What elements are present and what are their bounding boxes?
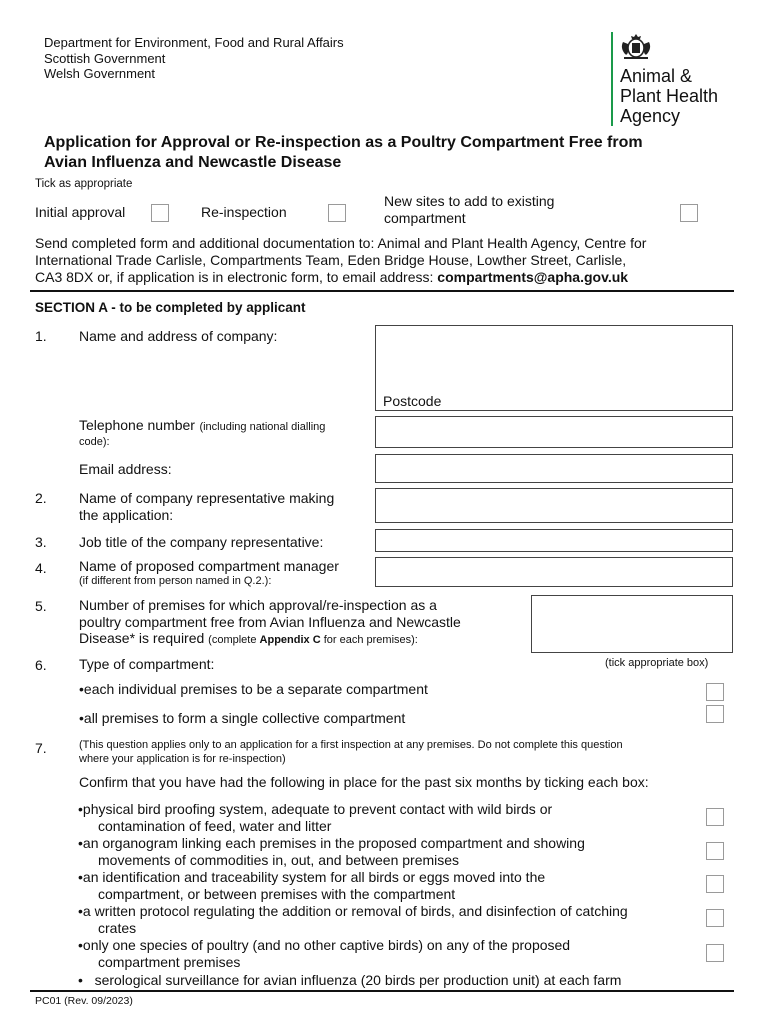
department-welsh: Welsh Government	[44, 66, 156, 81]
agency-name: Animal & Plant Health Agency	[620, 66, 719, 126]
q2-number: 2.	[35, 490, 47, 506]
q6-option-separate: •each individual premises to be a separate compartment	[79, 681, 428, 697]
q7-confirm: Confirm that you have had the following in place for the past six months by ticking each box:	[79, 774, 649, 790]
q7-item-serology: • serological surveillance for avian influenza (20 birds per production unit) at each farm	[78, 972, 622, 988]
email-label: Email address:	[79, 461, 172, 477]
q3-number: 3.	[35, 534, 47, 550]
reinspection-label: Re-inspection	[201, 204, 287, 220]
contact-email[interactable]: compartments@apha.gov.uk	[437, 269, 629, 285]
q4-number: 4.	[35, 560, 47, 576]
q1-label: Name and address of company:	[79, 328, 278, 344]
crest-icon	[619, 32, 653, 62]
protocol-checkbox[interactable]	[706, 909, 724, 927]
new-sites-checkbox[interactable]	[680, 204, 698, 222]
department-list	[44, 35, 344, 82]
logo-divider	[611, 32, 613, 126]
q6-number: 6.	[35, 657, 47, 673]
q4-label: Name of proposed compartment manager (if different from person named in Q.2.):	[79, 558, 339, 587]
send-instructions: Send completed form and additional documentation to: Animal and Plant Health Agency, Centre for International Trade Carlisle, Compartments Team, Eden Bridge House, Lowther Street, Carlisle, CA3 8DX or, if application is in electronic form, to email address: compartments@apha.gov.uk	[35, 235, 647, 285]
compartment-manager-field[interactable]	[375, 557, 733, 587]
new-sites-label: New sites to add to existing compartment	[384, 193, 555, 226]
q7-number: 7.	[35, 740, 47, 756]
single-species-checkbox[interactable]	[706, 944, 724, 962]
postcode-label: Postcode	[383, 393, 442, 409]
q2-label: Name of company representative making the application:	[79, 490, 335, 523]
separate-compartment-checkbox[interactable]	[706, 683, 724, 701]
q1-number: 1.	[35, 328, 47, 344]
footer-divider	[30, 990, 734, 992]
initial-approval-label: Initial approval	[35, 204, 126, 220]
q6-option-collective: •all premises to form a single collective compartment	[79, 710, 406, 726]
traceability-checkbox[interactable]	[706, 875, 724, 893]
q7-item-organogram: •an organogram linking each premises in the proposed compartment and showing movements of commodities in, out, and between premises	[78, 835, 585, 868]
reinspection-checkbox[interactable]	[328, 204, 346, 222]
q7-item-traceability: •an identification and traceability system for all birds or eggs moved into the compartment, or between premises with the compartment	[78, 869, 546, 902]
q7-item-bird-proofing: •physical bird proofing system, adequate to prevent contact with wild birds or contamination of feed, water and litter	[78, 801, 553, 834]
section-a-heading: SECTION A - to be completed by applicant	[35, 300, 306, 315]
initial-approval-checkbox[interactable]	[151, 204, 169, 222]
organogram-checkbox[interactable]	[706, 842, 724, 860]
tick-note: Tick as appropriate	[35, 178, 133, 190]
email-field[interactable]	[375, 454, 733, 483]
section-divider	[30, 290, 734, 292]
premises-count-field[interactable]	[531, 595, 733, 653]
company-address-field[interactable]	[375, 325, 733, 411]
telephone-field[interactable]	[375, 416, 733, 448]
form-reference: PC01 (Rev. 09/2023)	[35, 995, 133, 1007]
q7-note: (This question applies only to an application for a first inspection at any premises. Do not complete this question where your application is for re-inspection)	[79, 739, 623, 765]
q3-label: Job title of the company representative:	[79, 534, 324, 550]
department-scottish: Scottish Government	[44, 50, 166, 66]
representative-name-field[interactable]	[375, 488, 733, 523]
telephone-label: Telephone number (including national dialling code):	[79, 417, 326, 448]
q7-item-single-species: •only one species of poultry (and no other captive birds) on any of the proposed compartment premises	[78, 937, 571, 970]
q5-number: 5.	[35, 598, 47, 614]
department-defra: Department for Environment, Food and Rural Affairs	[44, 35, 344, 50]
q5-label: Number of premises for which approval/re-inspection as a poultry compartment free from Avian Influenza and Newcastle Disease* is required (complete Appendix C for each premises):	[79, 597, 461, 646]
q7-item-protocol: •a written protocol regulating the addition or removal of birds, and disinfection of catching crates	[78, 903, 628, 936]
q6-note: (tick appropriate box)	[605, 657, 709, 669]
bird-proofing-checkbox[interactable]	[706, 808, 724, 826]
job-title-field[interactable]	[375, 529, 733, 552]
collective-compartment-checkbox[interactable]	[706, 705, 724, 723]
page-title: Application for Approval or Re-inspection as a Poultry Compartment Free from Avian Influenza and Newcastle Disease	[44, 134, 643, 171]
q6-label: Type of compartment:	[79, 656, 215, 672]
